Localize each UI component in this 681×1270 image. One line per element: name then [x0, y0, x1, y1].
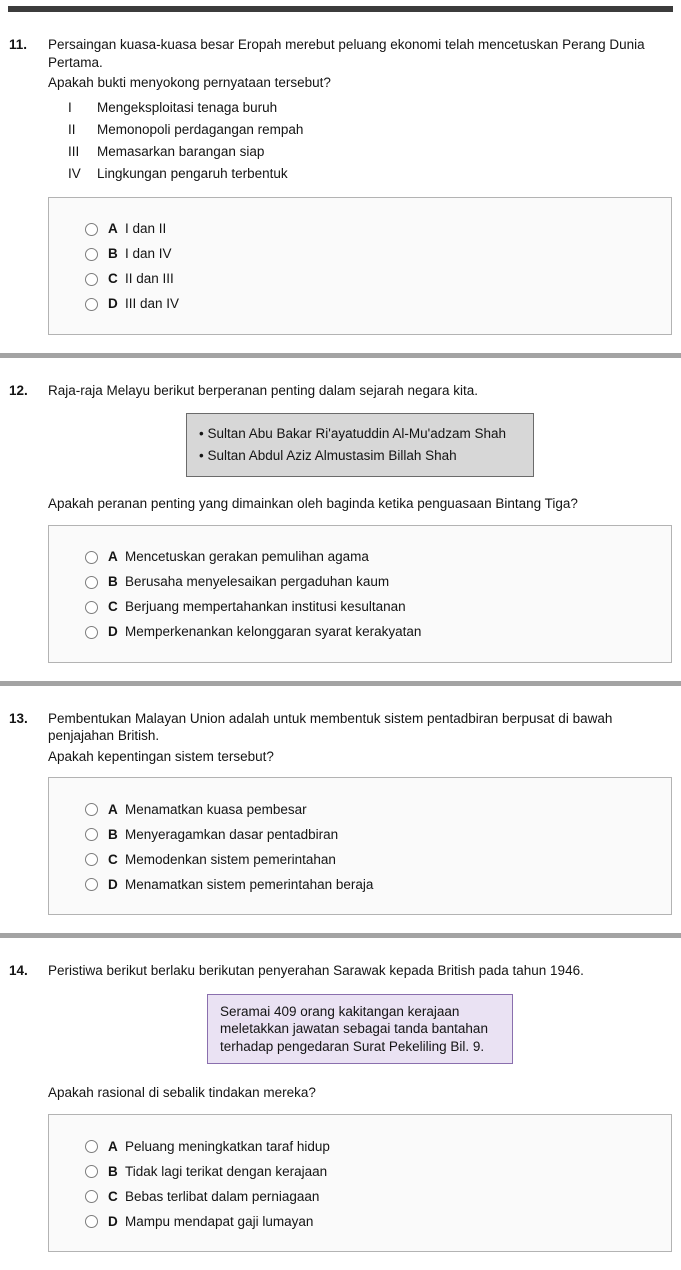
question-statement: Raja-raja Melayu berikut berperanan penting dalam sejarah negara kita. [48, 382, 479, 398]
roman-item [48, 119, 672, 141]
radio-button[interactable] [85, 853, 98, 866]
radio-button[interactable] [85, 1140, 98, 1153]
question-prompt: Apakah kepentingan sistem tersebut? [48, 748, 274, 764]
question-14 [0, 938, 681, 1270]
option-row [85, 595, 655, 620]
option-letter: C [108, 1188, 118, 1204]
question-statement: Peristiwa berikut berlaku berikutan penyerahan Sarawak kepada British pada tahun 1946. [48, 963, 584, 979]
radio-button[interactable] [85, 298, 98, 311]
option-row [85, 242, 655, 267]
option-letter: C [108, 852, 118, 868]
option-row [85, 847, 655, 872]
question-prompt: Apakah peranan penting yang dimainkan oleh baginda ketika penguasaan Bintang Tiga? [48, 496, 578, 512]
option-text: Berjuang mempertahankan institusi kesultanan [125, 599, 406, 615]
option-text: Mampu mendapat gaji lumayan [125, 1213, 314, 1229]
roman-text: Memonopoli perdagangan rempah [97, 121, 304, 137]
question-number: 12. [9, 382, 28, 398]
stimulus-line: meletakkan jawatan sebagai tanda bantahan [220, 1021, 488, 1037]
radio-button[interactable] [85, 273, 98, 286]
radio-button[interactable] [85, 1190, 98, 1203]
option-text: Tidak lagi terikat dengan kerajaan [125, 1163, 328, 1179]
option-row [85, 217, 655, 242]
radio-button[interactable] [85, 248, 98, 261]
radio-button[interactable] [85, 576, 98, 589]
radio-button[interactable] [85, 828, 98, 841]
option-row [85, 1134, 655, 1159]
roman-text: Mengeksploitasi tenaga buruh [97, 99, 278, 115]
radio-button[interactable] [85, 551, 98, 564]
options-box [48, 777, 672, 915]
option-row [85, 797, 655, 822]
option-row [85, 822, 655, 847]
stimulus-box [207, 994, 513, 1065]
radio-button[interactable] [85, 601, 98, 614]
option-row [85, 872, 655, 897]
stimulus-line: • Sultan Abu Bakar Ri'ayatuddin Al-Mu'adzam Shah [199, 426, 507, 442]
option-text: Peluang meningkatkan taraf hidup [125, 1138, 330, 1154]
option-letter: D [108, 296, 118, 312]
option-text: Menamatkan kuasa pembesar [125, 802, 307, 818]
radio-button[interactable] [85, 878, 98, 891]
stimulus-line: terhadap pengedaran Surat Pekeliling Bil. 9. [220, 1038, 485, 1054]
question-prompt: Apakah bukti menyokong pernyataan tersebut? [48, 75, 331, 91]
option-letter: C [108, 271, 118, 287]
options-box [48, 525, 672, 663]
option-row [85, 545, 655, 570]
option-text: Memperkenankan kelonggaran syarat kerakyatan [125, 624, 422, 640]
radio-button[interactable] [85, 1165, 98, 1178]
option-text: Menamatkan sistem pemerintahan beraja [125, 877, 374, 893]
option-letter: D [108, 1213, 118, 1229]
roman-list [48, 97, 672, 185]
radio-button[interactable] [85, 626, 98, 639]
stimulus-line: • Sultan Abdul Aziz Almustasim Billah Shah [199, 448, 457, 464]
option-text: II dan III [125, 271, 174, 287]
question-statement: Pembentukan Malayan Union adalah untuk membentuk sistem pentadbiran berpusat di bawah penjajahan British. [48, 710, 613, 744]
roman-numeral: II [68, 121, 76, 137]
option-row [85, 267, 655, 292]
option-letter: D [108, 624, 118, 640]
option-text: Menyeragamkan dasar pentadbiran [125, 827, 339, 843]
roman-item [48, 141, 672, 163]
question-statement: Persaingan kuasa-kuasa besar Eropah merebut peluang ekonomi telah mencetuskan Perang Dunia Pertama. [48, 37, 645, 70]
question-number: 14. [9, 963, 28, 979]
options-box [48, 197, 672, 335]
roman-text: Lingkungan pengaruh terbentuk [97, 165, 288, 181]
option-letter: B [108, 1163, 118, 1179]
question-13 [0, 686, 681, 934]
option-letter: B [108, 246, 118, 262]
question-number: 13. [9, 710, 28, 726]
option-letter: B [108, 827, 118, 843]
option-letter: C [108, 599, 118, 615]
roman-item [48, 97, 672, 119]
question-12 [0, 358, 681, 681]
roman-numeral: I [68, 99, 72, 115]
option-row [85, 570, 655, 595]
option-text: I dan II [125, 221, 167, 237]
option-text: Mencetuskan gerakan pemulihan agama [125, 549, 369, 565]
option-letter: D [108, 877, 118, 893]
option-row [85, 292, 655, 317]
roman-item [48, 163, 672, 185]
stimulus-box [186, 413, 534, 477]
question-number: 11. [9, 37, 28, 52]
option-letter: A [108, 549, 118, 565]
radio-button[interactable] [85, 1215, 98, 1228]
roman-text: Memasarkan barangan siap [97, 143, 265, 159]
roman-numeral: IV [68, 165, 81, 181]
options-box [48, 1114, 672, 1252]
option-letter: A [108, 1138, 118, 1154]
option-letter: B [108, 574, 118, 590]
radio-button[interactable] [85, 803, 98, 816]
option-text: Memodenkan sistem pemerintahan [125, 852, 336, 868]
option-row [85, 1184, 655, 1209]
option-row [85, 1159, 655, 1184]
radio-button[interactable] [85, 223, 98, 236]
question-prompt: Apakah rasional di sebalik tindakan mereka? [48, 1085, 316, 1101]
option-row [85, 620, 655, 645]
option-row [85, 1209, 655, 1234]
option-text: I dan IV [125, 246, 172, 262]
option-text: Bebas terlibat dalam perniagaan [125, 1188, 320, 1204]
option-letter: A [108, 221, 118, 237]
option-text: Berusaha menyelesaikan pergaduhan kaum [125, 574, 390, 590]
option-letter: A [108, 802, 118, 818]
option-text: III dan IV [125, 296, 180, 312]
roman-numeral: III [68, 143, 80, 159]
question-11 [0, 12, 681, 353]
stimulus-line: Seramai 409 orang kakitangan kerajaan [220, 1003, 460, 1019]
